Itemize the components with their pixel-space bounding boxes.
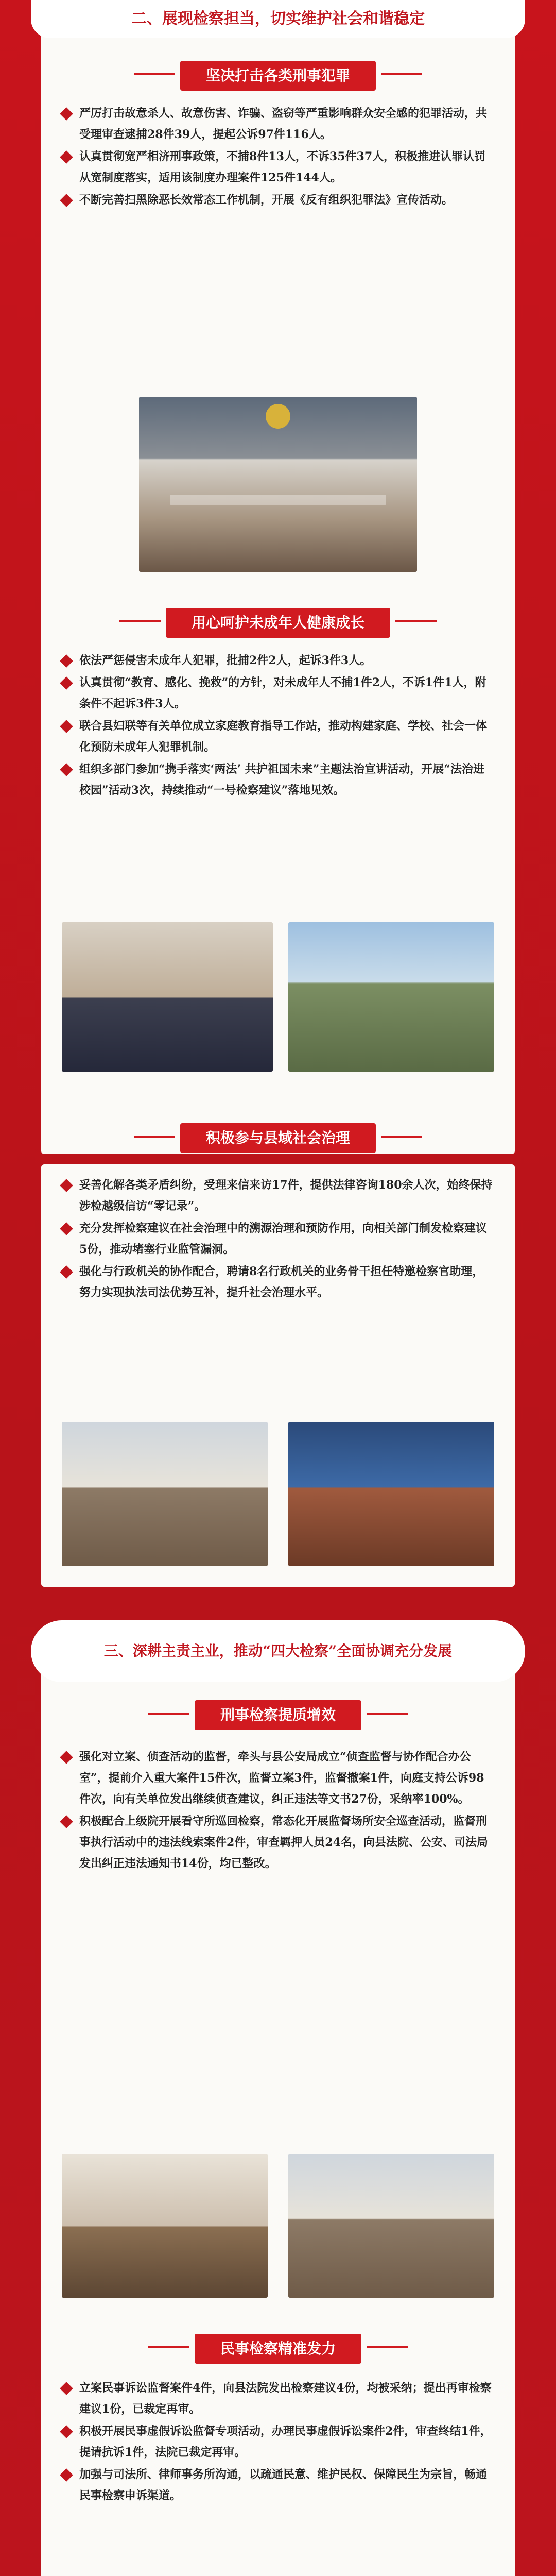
list-item: 加强与司法所、律师事务所沟通，以疏通民意、维护民权、保障民生为宗旨，畅通民事检察申诉渠道。 — [62, 2464, 494, 2506]
list-item: 积极配合上级院开展看守所巡回检察，常态化开展监督场所安全巡查活动，监督刑事执行活动中的违法线索案件2件，审查羁押人员24名，向县法院、公安、司法局发出纠正违法通知书14份，均已整改。 — [62, 1811, 494, 1874]
diamond-bullet-icon — [60, 763, 73, 776]
section2-sub1-heading: 坚决打击各类刑事犯罪 — [180, 61, 376, 91]
list-item: 依法严惩侵害未成年人犯罪，批捕2件2人，起诉3件3人。 — [62, 650, 494, 671]
governance-meeting-photo — [62, 1422, 268, 1566]
section2-title: 二、展现检察担当，切实维护社会和谐稳定 — [31, 0, 525, 38]
diamond-bullet-icon — [60, 194, 73, 207]
list-item: 联合县妇联等有关单位成立家庭教育指导工作站，推动构建家庭、学校、社会一体化预防未成年人犯罪机制。 — [62, 716, 494, 758]
list-item: 积极开展民事虚假诉讼监督专项活动，办理民事虚假诉讼案件2件，审查终结1件，提请抗诉1件，法院已裁定再审。 — [62, 2421, 494, 2463]
court-emblem-icon — [266, 404, 290, 429]
section3-sub1-heading: 刑事检察提质增效 — [195, 1700, 361, 1730]
inspection-meeting-photo — [288, 2154, 494, 2298]
diamond-bullet-icon — [60, 150, 73, 163]
diamond-bullet-icon — [60, 2468, 73, 2481]
section3-sub2-list — [62, 2378, 494, 2507]
diamond-bullet-icon — [60, 1815, 73, 1828]
youth-event-photo-right — [288, 922, 494, 1072]
diamond-bullet-icon — [60, 1751, 73, 1764]
section2-sub1-list — [62, 103, 494, 212]
list-item: 强化对立案、侦查活动的监督，牵头与县公安局成立“侦查监督与协作配合办公室”，提前介入重大案件15件次，监督立案3件，监督撤案1件，向庭支持公诉98件次，向有关单位发出继续侦查建议，纠正违法等文书27份，采纳率100%。 — [62, 1747, 494, 1810]
office-unveiling-photo — [62, 2154, 268, 2298]
diamond-bullet-icon — [60, 654, 73, 667]
diamond-bullet-icon — [60, 720, 73, 733]
section2-sub3-heading: 积极参与县域社会治理 — [180, 1123, 376, 1153]
diamond-bullet-icon — [60, 676, 73, 689]
courtroom-photo — [139, 397, 417, 572]
section3-sub2-heading: 民事检察精准发力 — [195, 2334, 361, 2364]
list-item: 强化与行政机关的协作配合，聘请8名行政机关的业务骨干担任特邀检察官助理，努力实现执法司法优势互补，提升社会治理水平。 — [62, 1261, 494, 1303]
section3-title: 三、深耕主责主业，推动“四大检察”全面协调充分发展 — [31, 1620, 525, 1682]
list-item: 妥善化解各类矛盾纠纷，受理来信来访17件，提供法律咨询180余人次，始终保持涉检越级信访“零记录”。 — [62, 1175, 494, 1217]
section3-sub1-list — [62, 1747, 494, 1875]
list-item: 充分发挥检察建议在社会治理中的溯源治理和预防作用，向相关部门制发检察建议5份，推动堵塞行业监管漏洞。 — [62, 1218, 494, 1260]
list-item: 严厉打击故意杀人、故意伤害、诈骗、盗窃等严重影响群众安全感的犯罪活动，共受理审查逮捕28件39人，提起公诉97件116人。 — [62, 103, 494, 145]
list-item: 不断完善扫黑除恶长效常态工作机制，开展《反有组织犯罪法》宣传活动。 — [62, 190, 494, 211]
section2-sub2-heading: 用心呵护未成年人健康成长 — [166, 608, 390, 638]
list-item: 组织多部门参加“携手落实‘两法’ 共护祖国未来”主题法治宣讲活动，开展“法治进校园”活动3次，持续推动“一号检察建议”落地见效。 — [62, 759, 494, 801]
list-item: 认真贯彻宽严相济刑事政策，不捕8件13人，不诉35件37人，积极推进认罪认罚从宽制度落实，适用该制度办理案件125件144人。 — [62, 146, 494, 189]
list-item: 认真贯彻“教育、感化、挽救”的方针，对未成年人不捕1件2人，不诉1件1人，附条件不起诉3件3人。 — [62, 672, 494, 715]
diamond-bullet-icon — [60, 107, 73, 120]
list-item: 立案民事诉讼监督案件4件，向县法院发出检察建议4份，均被采纳；提出再审检察建议1份，已裁定再审。 — [62, 2378, 494, 2420]
diamond-bullet-icon — [60, 2382, 73, 2395]
diamond-bullet-icon — [60, 1265, 73, 1278]
section2-sub3-list — [62, 1175, 494, 1304]
diamond-bullet-icon — [60, 1222, 73, 1235]
diamond-bullet-icon — [60, 2425, 73, 2438]
section2-sub2-list — [62, 650, 494, 802]
diamond-bullet-icon — [60, 1179, 73, 1192]
youth-event-photo-left — [62, 922, 273, 1072]
appointment-ceremony-photo — [288, 1422, 494, 1566]
